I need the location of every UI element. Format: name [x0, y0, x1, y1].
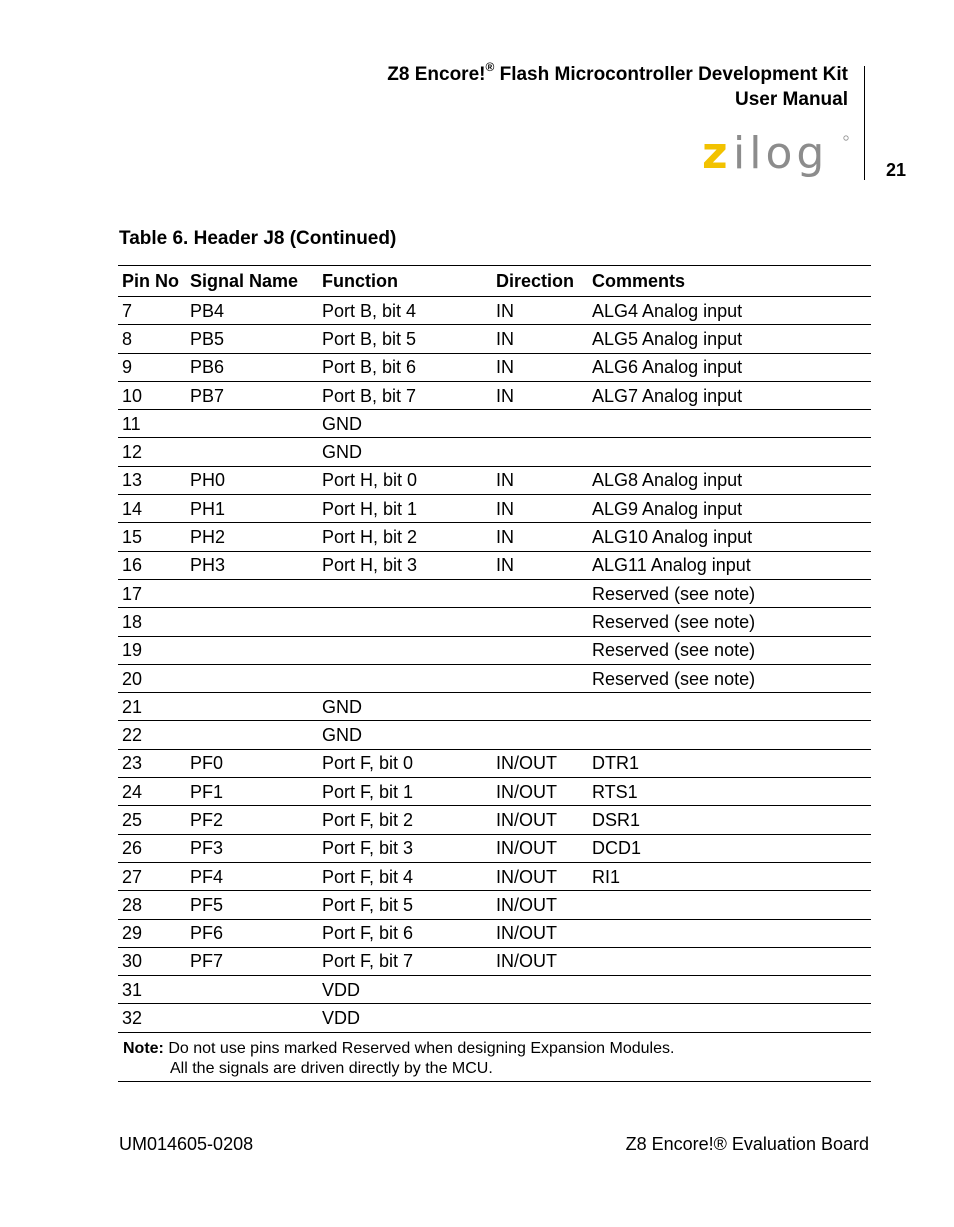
cell-signal-name: PF1 — [186, 778, 318, 806]
cell-function: GND — [318, 693, 492, 721]
table-row — [118, 353, 871, 381]
cell-signal-name: PB7 — [186, 381, 318, 409]
cell-comments — [588, 1004, 871, 1032]
cell-pin-no: 25 — [118, 806, 186, 834]
cell-signal-name — [186, 636, 318, 664]
cell-pin-no: 20 — [118, 664, 186, 692]
cell-signal-name: PF2 — [186, 806, 318, 834]
cell-function: Port F, bit 6 — [318, 919, 492, 947]
cell-comments: ALG6 Analog input — [588, 353, 871, 381]
cell-signal-name: PF0 — [186, 749, 318, 777]
cell-function — [318, 579, 492, 607]
cell-function: Port F, bit 3 — [318, 834, 492, 862]
cell-comments: DSR1 — [588, 806, 871, 834]
cell-signal-name: PF5 — [186, 891, 318, 919]
cell-function: Port B, bit 6 — [318, 353, 492, 381]
cell-comments — [588, 438, 871, 466]
table-note — [123, 1039, 674, 1079]
table-row — [118, 636, 871, 664]
cell-pin-no: 30 — [118, 947, 186, 975]
cell-comments: RI1 — [588, 862, 871, 890]
cell-signal-name: PB6 — [186, 353, 318, 381]
cell-pin-no: 26 — [118, 834, 186, 862]
cell-direction — [492, 438, 588, 466]
cell-comments: ALG8 Analog input — [588, 466, 871, 494]
cell-pin-no: 14 — [118, 495, 186, 523]
table-row — [118, 947, 871, 975]
cell-direction: IN/OUT — [492, 778, 588, 806]
cell-direction: IN/OUT — [492, 806, 588, 834]
cell-direction: IN/OUT — [492, 891, 588, 919]
cell-signal-name — [186, 721, 318, 749]
cell-comments: ALG5 Analog input — [588, 325, 871, 353]
cell-signal-name — [186, 410, 318, 438]
column-header-direction: Direction — [492, 266, 588, 297]
cell-direction: IN — [492, 495, 588, 523]
cell-comments: RTS1 — [588, 778, 871, 806]
cell-signal-name — [186, 1004, 318, 1032]
cell-comments — [588, 976, 871, 1004]
cell-function: Port H, bit 3 — [318, 551, 492, 579]
cell-pin-no: 27 — [118, 862, 186, 890]
cell-pin-no: 15 — [118, 523, 186, 551]
cell-direction — [492, 579, 588, 607]
cell-pin-no: 23 — [118, 749, 186, 777]
cell-direction — [492, 1004, 588, 1032]
table-row — [118, 410, 871, 438]
cell-function: Port B, bit 4 — [318, 297, 492, 325]
cell-comments: ALG7 Analog input — [588, 381, 871, 409]
title-part1: Z8 Encore! — [387, 64, 486, 85]
cell-direction: IN/OUT — [492, 862, 588, 890]
column-header-comments: Comments — [588, 266, 871, 297]
zilog-logo — [700, 128, 850, 184]
cell-signal-name: PH3 — [186, 551, 318, 579]
cell-function: Port H, bit 0 — [318, 466, 492, 494]
table-row — [118, 778, 871, 806]
cell-signal-name — [186, 693, 318, 721]
cell-pin-no: 29 — [118, 919, 186, 947]
cell-direction: IN — [492, 353, 588, 381]
cell-direction — [492, 664, 588, 692]
cell-signal-name: PH0 — [186, 466, 318, 494]
column-header-signal-name: Signal Name — [186, 266, 318, 297]
cell-direction: IN — [492, 466, 588, 494]
cell-comments — [588, 410, 871, 438]
cell-signal-name: PB5 — [186, 325, 318, 353]
table-row — [118, 466, 871, 494]
title-part2: Flash Microcontroller Development Kit — [494, 64, 848, 85]
table-header-row — [118, 266, 871, 297]
table-row — [118, 806, 871, 834]
cell-pin-no: 9 — [118, 353, 186, 381]
cell-pin-no: 24 — [118, 778, 186, 806]
table-row — [118, 664, 871, 692]
table-row — [118, 693, 871, 721]
cell-function: Port F, bit 1 — [318, 778, 492, 806]
cell-direction — [492, 410, 588, 438]
cell-function: Port F, bit 2 — [318, 806, 492, 834]
table-row — [118, 325, 871, 353]
cell-function: GND — [318, 438, 492, 466]
cell-signal-name: PF6 — [186, 919, 318, 947]
svg-text:ilog: ilog — [733, 128, 829, 179]
cell-direction: IN — [492, 551, 588, 579]
cell-signal-name — [186, 664, 318, 692]
cell-signal-name: PF3 — [186, 834, 318, 862]
cell-signal-name: PB4 — [186, 297, 318, 325]
cell-function — [318, 636, 492, 664]
document-subtitle: User Manual — [735, 89, 848, 110]
table-row — [118, 579, 871, 607]
cell-signal-name: PF7 — [186, 947, 318, 975]
cell-direction — [492, 693, 588, 721]
cell-signal-name — [186, 438, 318, 466]
cell-pin-no: 12 — [118, 438, 186, 466]
cell-pin-no: 19 — [118, 636, 186, 664]
cell-function: Port F, bit 0 — [318, 749, 492, 777]
cell-function: Port H, bit 1 — [318, 495, 492, 523]
cell-comments — [588, 891, 871, 919]
cell-comments — [588, 947, 871, 975]
table-row — [118, 495, 871, 523]
cell-direction: IN — [492, 523, 588, 551]
cell-comments: Reserved (see note) — [588, 664, 871, 692]
cell-comments — [588, 693, 871, 721]
cell-comments: Reserved (see note) — [588, 579, 871, 607]
svg-text:z: z — [702, 128, 728, 179]
table-row — [118, 381, 871, 409]
cell-signal-name: PH1 — [186, 495, 318, 523]
column-header-function: Function — [318, 266, 492, 297]
cell-pin-no: 7 — [118, 297, 186, 325]
cell-pin-no: 13 — [118, 466, 186, 494]
cell-comments: ALG4 Analog input — [588, 297, 871, 325]
cell-comments: ALG9 Analog input — [588, 495, 871, 523]
cell-pin-no: 16 — [118, 551, 186, 579]
cell-comments: Reserved (see note) — [588, 636, 871, 664]
table-row — [118, 721, 871, 749]
cell-pin-no: 28 — [118, 891, 186, 919]
cell-function — [318, 608, 492, 636]
document-title — [387, 59, 848, 112]
cell-pin-no: 8 — [118, 325, 186, 353]
cell-function: GND — [318, 721, 492, 749]
cell-direction: IN/OUT — [492, 919, 588, 947]
cell-pin-no: 32 — [118, 1004, 186, 1032]
cell-function: Port F, bit 5 — [318, 891, 492, 919]
cell-direction — [492, 976, 588, 1004]
cell-direction: IN/OUT — [492, 834, 588, 862]
table-row — [118, 891, 871, 919]
cell-pin-no: 22 — [118, 721, 186, 749]
footer-product-name: Z8 Encore!® Evaluation Board — [625, 1134, 869, 1154]
cell-function: VDD — [318, 1004, 492, 1032]
footer-document-id: UM014605-0208 — [119, 1134, 254, 1154]
registered-mark: ® — [485, 59, 495, 74]
cell-comments: DTR1 — [588, 749, 871, 777]
cell-pin-no: 18 — [118, 608, 186, 636]
cell-signal-name: PH2 — [186, 523, 318, 551]
column-header-pin-no: Pin No — [118, 266, 186, 297]
cell-function: VDD — [318, 976, 492, 1004]
cell-function — [318, 664, 492, 692]
table-row — [118, 1004, 871, 1032]
cell-pin-no: 10 — [118, 381, 186, 409]
cell-direction: IN — [492, 297, 588, 325]
table-row — [118, 834, 871, 862]
table-body — [118, 297, 871, 1033]
cell-signal-name — [186, 579, 318, 607]
cell-function: Port H, bit 2 — [318, 523, 492, 551]
table-row — [118, 749, 871, 777]
cell-pin-no: 17 — [118, 579, 186, 607]
cell-signal-name — [186, 608, 318, 636]
cell-pin-no: 11 — [118, 410, 186, 438]
cell-comments — [588, 721, 871, 749]
table-caption: Table 6. Header J8 (Continued) — [119, 228, 397, 249]
cell-function: Port B, bit 7 — [318, 381, 492, 409]
cell-direction — [492, 721, 588, 749]
cell-function: Port F, bit 4 — [318, 862, 492, 890]
note-bottom-rule — [118, 1081, 871, 1082]
cell-function: Port F, bit 7 — [318, 947, 492, 975]
cell-direction: IN/OUT — [492, 947, 588, 975]
cell-comments: ALG11 Analog input — [588, 551, 871, 579]
table-row — [118, 438, 871, 466]
cell-comments — [588, 919, 871, 947]
cell-signal-name — [186, 976, 318, 1004]
cell-comments: DCD1 — [588, 834, 871, 862]
cell-pin-no: 21 — [118, 693, 186, 721]
cell-comments: ALG10 Analog input — [588, 523, 871, 551]
cell-pin-no: 31 — [118, 976, 186, 1004]
cell-function: GND — [318, 410, 492, 438]
table-row — [118, 862, 871, 890]
table-row — [118, 919, 871, 947]
cell-direction — [492, 608, 588, 636]
note-line-1: Do not use pins marked Reserved when designing Expansion Modules. — [163, 1040, 675, 1057]
cell-direction: IN — [492, 325, 588, 353]
table-row — [118, 976, 871, 1004]
note-line-2: All the signals are driven directly by the MCU. — [170, 1060, 493, 1077]
table-row — [118, 551, 871, 579]
header-vertical-rule — [864, 66, 865, 180]
cell-direction: IN/OUT — [492, 749, 588, 777]
cell-function: Port B, bit 5 — [318, 325, 492, 353]
note-label: Note: — [123, 1040, 164, 1057]
table-row — [118, 297, 871, 325]
cell-direction — [492, 636, 588, 664]
cell-direction: IN — [492, 381, 588, 409]
header-j8-table — [118, 265, 871, 1033]
table-row — [118, 608, 871, 636]
cell-signal-name: PF4 — [186, 862, 318, 890]
cell-comments: Reserved (see note) — [588, 608, 871, 636]
table-row — [118, 523, 871, 551]
page-number: 21 — [886, 160, 907, 180]
